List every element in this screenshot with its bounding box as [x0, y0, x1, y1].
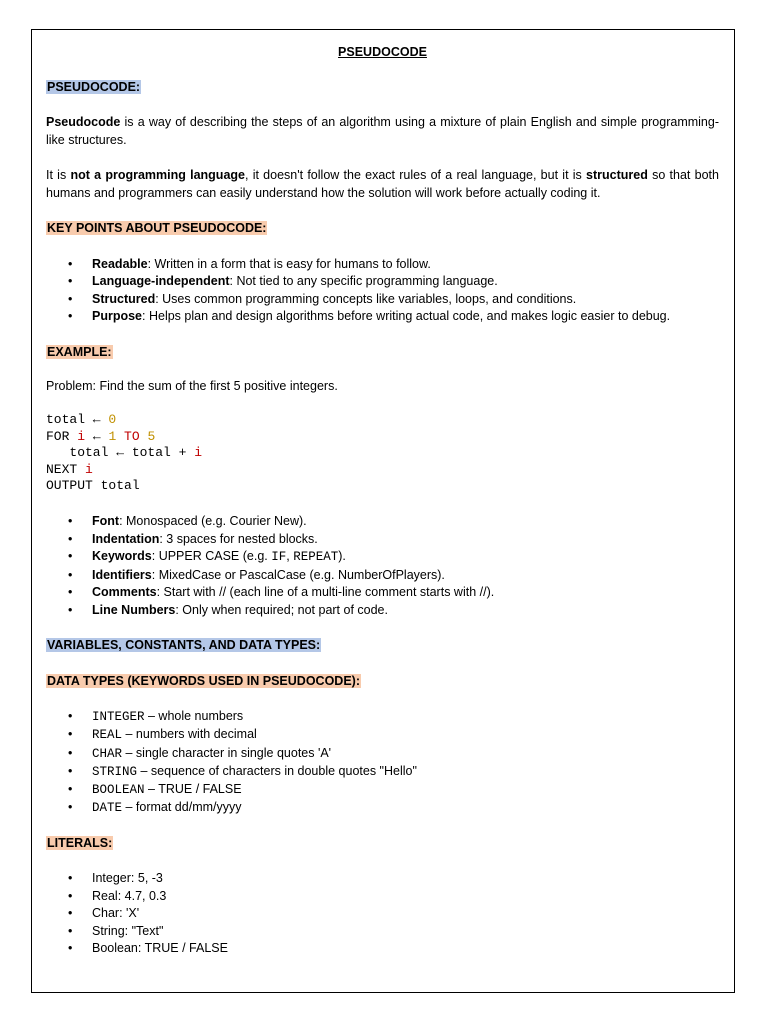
list-desc: – TRUE / FALSE: [144, 782, 242, 796]
bullet-icon: •: [68, 889, 73, 903]
bullet-icon: •: [68, 274, 73, 288]
paragraph-definition: [46, 113, 719, 149]
literal-example: String: "Text": [92, 924, 164, 938]
list-item: [46, 905, 139, 921]
literal-example: Real: 4.7, 0.3: [92, 889, 167, 903]
text-fragment: , it doesn't follow the exact rules of a real language, but it is: [244, 168, 587, 182]
code-variable: i: [85, 462, 93, 477]
bullet-icon: •: [68, 309, 73, 323]
list-desc: – whole numbers: [144, 709, 244, 723]
type-keyword: STRING: [92, 765, 138, 779]
type-keyword: CHAR: [92, 747, 123, 761]
list-term: Comments: [92, 585, 157, 599]
code-line: [46, 412, 116, 428]
list-item: [46, 291, 576, 307]
list-item: [46, 308, 670, 324]
type-keyword: DATE: [92, 801, 123, 815]
list-item: [46, 567, 445, 583]
list-item: [46, 940, 228, 956]
bold-term: Pseudocode: [46, 115, 121, 129]
list-item: [46, 799, 242, 816]
bullet-icon: •: [68, 514, 73, 528]
list-term: Identifiers: [92, 568, 152, 582]
code-number: 5: [147, 429, 156, 444]
list-desc: : Helps plan and design algorithms before writing actual code, and makes logic easier to debug.: [142, 309, 671, 323]
literal-example: Boolean: TRUE / FALSE: [92, 941, 228, 955]
list-term: Language-independent: [92, 274, 230, 288]
list-term: Font: [92, 514, 120, 528]
heading-text: LITERALS:: [47, 836, 113, 850]
problem-statement: Problem: Find the sum of the first 5 positive integers.: [46, 379, 338, 393]
heading-key-points: [46, 220, 267, 236]
bullet-icon: •: [68, 292, 73, 306]
bold-fragment: structured: [586, 168, 648, 182]
code-variable: i: [77, 429, 86, 444]
bullet-icon: •: [68, 800, 73, 814]
code-line: [46, 445, 202, 461]
paragraph-explanation: [46, 166, 719, 202]
bold-fragment: not a programming language: [70, 168, 245, 182]
heading-text: VARIABLES, CONSTANTS, AND DATA TYPES:: [47, 638, 321, 652]
keyword-example: REPEAT: [293, 550, 339, 564]
list-term: Purpose: [92, 309, 143, 323]
list-item: [46, 923, 163, 939]
list-item: [46, 763, 417, 780]
bullet-icon: •: [68, 906, 73, 920]
code-variable: i: [194, 445, 203, 460]
code-line: [46, 429, 155, 445]
literal-example: Char: 'X': [92, 906, 140, 920]
bullet-icon: •: [68, 764, 73, 778]
list-term: Indentation: [92, 532, 160, 546]
keyword-example: IF: [271, 550, 287, 564]
heading-text: DATA TYPES (KEYWORDS USED IN PSEUDOCODE):: [47, 674, 360, 688]
bullet-icon: •: [68, 532, 73, 546]
list-desc: : Start with // (each line of a multi-line comment starts with //).: [156, 585, 495, 599]
code-keyword: NEXT: [46, 462, 86, 477]
bullet-icon: •: [68, 709, 73, 723]
list-term: Line Numbers: [92, 603, 176, 617]
heading-text: EXAMPLE:: [47, 345, 112, 359]
heading-data-types: [46, 673, 361, 689]
list-desc: : UPPER CASE (e.g.: [151, 549, 272, 563]
code-line: [46, 478, 140, 494]
bullet-icon: •: [68, 257, 73, 271]
list-desc: – numbers with decimal: [122, 727, 257, 741]
heading-example: [46, 344, 113, 360]
list-desc: : MixedCase or PascalCase (e.g. NumberOfPlayers).: [151, 568, 445, 582]
bullet-icon: •: [68, 549, 73, 563]
list-item: [46, 273, 498, 289]
code-line: [46, 462, 93, 478]
list-desc: – format dd/mm/yyyy: [122, 800, 242, 814]
bullet-icon: •: [68, 782, 73, 796]
list-item: [46, 726, 257, 743]
list-item: [46, 256, 431, 272]
list-item: [46, 531, 318, 547]
heading-variables: [46, 637, 321, 653]
list-term: Readable: [92, 257, 148, 271]
list-item: [46, 870, 163, 886]
list-item: [46, 602, 388, 618]
code-text: ←: [85, 429, 109, 444]
bullet-icon: •: [68, 727, 73, 741]
list-desc: : Uses common programming concepts like variables, loops, and conditions.: [155, 292, 577, 306]
type-keyword: REAL: [92, 728, 123, 742]
list-desc: : Not tied to any specific programming language.: [229, 274, 498, 288]
bullet-icon: •: [68, 871, 73, 885]
list-term: Structured: [92, 292, 156, 306]
code-number: 1: [108, 429, 117, 444]
list-item: [46, 745, 331, 762]
code-text: OUTPUT total: [46, 478, 140, 493]
heading-pseudocode: [46, 79, 141, 95]
list-item: [46, 888, 166, 904]
list-term: Keywords: [92, 549, 152, 563]
heading-literals: [46, 835, 113, 851]
type-keyword: BOOLEAN: [92, 783, 145, 797]
list-desc: : Only when required; not part of code.: [175, 603, 388, 617]
type-keyword: INTEGER: [92, 710, 145, 724]
heading-text: PSEUDOCODE:: [47, 80, 141, 94]
text-fragment: It is: [46, 168, 71, 182]
list-desc: – sequence of characters in double quotes "Hello": [137, 764, 417, 778]
list-item: [46, 513, 307, 529]
code-text: total ← total +: [46, 445, 195, 460]
bullet-icon: •: [68, 568, 73, 582]
bullet-icon: •: [68, 941, 73, 955]
bullet-icon: •: [68, 924, 73, 938]
paragraph-text: is a way of describing the steps of an algorithm using a mixture of plain English and simple programming-like structures.: [46, 115, 719, 147]
heading-text: KEY POINTS ABOUT PSEUDOCODE:: [47, 221, 267, 235]
list-desc: : 3 spaces for nested blocks.: [159, 532, 318, 546]
list-desc: : Monospaced (e.g. Courier New).: [119, 514, 307, 528]
list-desc: – single character in single quotes 'A': [122, 746, 332, 760]
list-item: [46, 708, 243, 725]
list-desc: : Written in a form that is easy for humans to follow.: [147, 257, 431, 271]
code-keyword: FOR: [46, 429, 78, 444]
code-text: total ←: [46, 412, 109, 427]
code-number: 0: [108, 412, 117, 427]
bullet-icon: •: [68, 603, 73, 617]
list-desc: ,: [286, 549, 294, 563]
literal-example: Integer: 5, -3: [92, 871, 163, 885]
bullet-icon: •: [68, 585, 73, 599]
list-desc: ).: [338, 549, 346, 563]
document-title: PSEUDOCODE: [338, 45, 427, 59]
list-item: [46, 548, 346, 565]
list-item: [46, 584, 494, 600]
list-item: [46, 781, 242, 798]
code-keyword: TO: [116, 429, 148, 444]
text-fragment: so that both humans and programmers can easily understand how the solution will work before actually coding it.: [46, 168, 719, 200]
bullet-icon: •: [68, 746, 73, 760]
